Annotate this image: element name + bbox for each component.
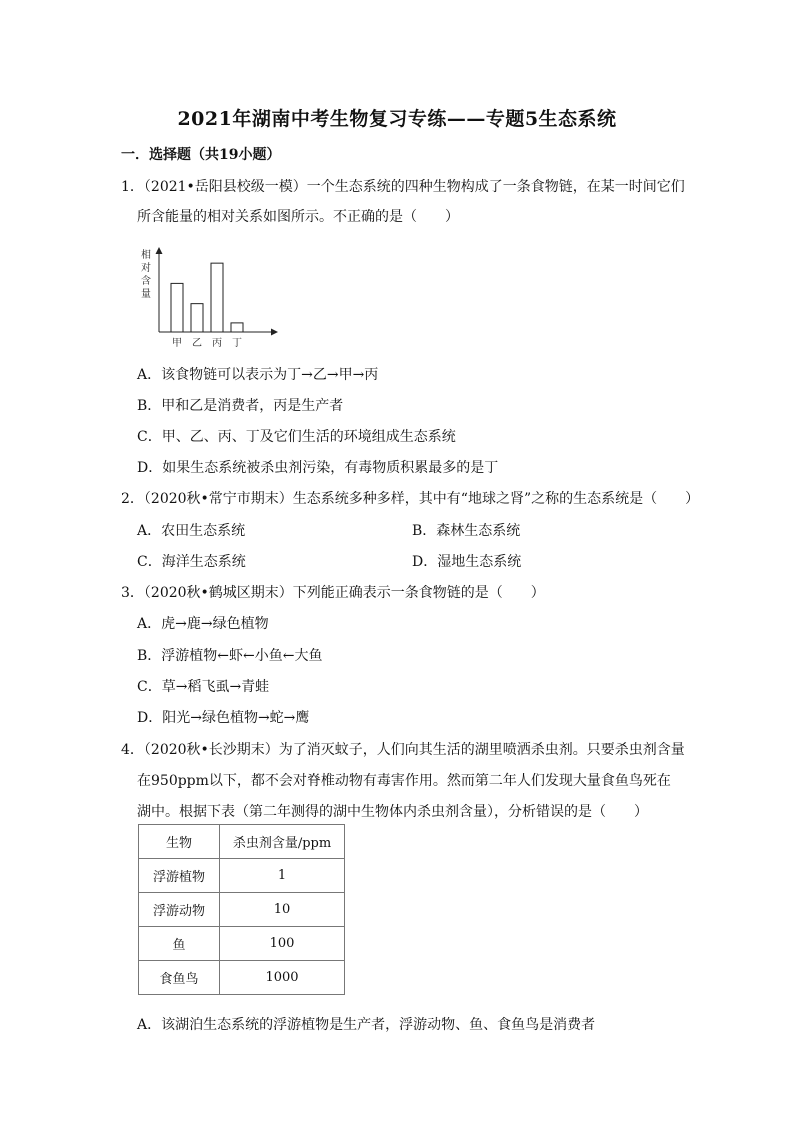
table-header-cell: 杀虫剂含量/ppm — [220, 825, 345, 859]
question-3-option-b[interactable]: B．浮游植物←虾←小鱼←大鱼 — [137, 648, 323, 664]
question-3-option-c[interactable]: C．草→稻飞虱→青蛙 — [137, 679, 270, 695]
table-header-cell: 生物 — [139, 825, 220, 859]
bar-丙 — [211, 263, 223, 332]
question-3-stem: 3．（2020秋•鹤城区期末）下列能正确表示一条食物链的是（ ） — [121, 585, 545, 601]
question-2-option-c[interactable]: C．海洋生态系统 — [137, 554, 246, 570]
question-1-option-a[interactable]: A．该食物链可以表示为丁→乙→甲→丙 — [137, 367, 379, 383]
x-tick-labels — [172, 337, 242, 349]
document-title: 2021年湖南中考生物复习专练——专题5生态系统 — [177, 108, 617, 130]
table-row — [139, 961, 345, 995]
table-cell: 鱼 — [139, 927, 220, 961]
y-label-char: 相 — [141, 250, 151, 261]
energy-bar-chart — [138, 243, 282, 349]
question-2-stem: 2．（2020秋•常宁市期末）生态系统多种多样，其中有“地球之肾”之称的生态系统是（ ） — [121, 491, 700, 507]
table-cell: 食鱼鸟 — [139, 961, 220, 995]
y-label-char: 量 — [141, 289, 151, 300]
question-3-option-d[interactable]: D．阳光→绿色植物→蛇→鹰 — [137, 710, 310, 726]
chart-svg — [138, 243, 282, 349]
question-1-stem-line-1: 1．（2021•岳阳县校级一模）一个生态系统的四种生物构成了一条食物链，在某一时间它们 — [121, 179, 685, 195]
bar-乙 — [191, 304, 203, 332]
question-1-option-d[interactable]: D．如果生态系统被杀虫剂污染，有毒物质积累最多的是丁 — [137, 460, 499, 476]
bar-甲 — [171, 283, 183, 332]
table-cell: 浮游动物 — [139, 893, 220, 927]
y-label-char: 对 — [141, 263, 151, 274]
table-row — [139, 893, 345, 927]
table-cell: 1 — [220, 859, 345, 893]
table-row — [139, 859, 345, 893]
y-label-char: 含 — [141, 276, 151, 287]
question-4-stem-line-3: 湖中。根据下表（第二年测得的湖中生物体内杀虫剂含量），分析错误的是（ ） — [137, 804, 648, 820]
question-2-option-a[interactable]: A．农田生态系统 — [137, 523, 246, 539]
table-cell: 1000 — [220, 961, 345, 995]
y-axis-label — [141, 248, 151, 300]
table-cell: 10 — [220, 893, 345, 927]
question-3-option-a[interactable]: A．虎→鹿→绿色植物 — [137, 616, 269, 632]
table-cell: 浮游植物 — [139, 859, 220, 893]
question-4-stem-line-1: 4．（2020秋•长沙期末）为了消灭蚊子，人们向其生活的湖里喷洒杀虫剂。只要杀虫剂含量 — [121, 742, 685, 758]
question-2-option-d[interactable]: D．湿地生态系统 — [412, 554, 522, 570]
question-1-option-c[interactable]: C．甲、乙、丙、丁及它们生活的环境组成生态系统 — [137, 429, 456, 445]
table-cell: 100 — [220, 927, 345, 961]
x-tick-label: 乙 — [192, 338, 202, 349]
table-row — [139, 927, 345, 961]
bars — [171, 263, 243, 332]
bar-丁 — [231, 323, 243, 332]
x-tick-label: 甲 — [172, 338, 182, 349]
question-1-stem-line-2: 所含能量的相对关系如图所示。不正确的是（ ） — [137, 209, 459, 225]
question-4-option-a[interactable]: A．该湖泊生态系统的浮游植物是生产者，浮游动物、鱼、食鱼鸟是消费者 — [137, 1017, 596, 1033]
question-4-stem-line-2: 在950ppm以下，都不会对脊椎动物有毒害作用。然而第二年人们发现大量食鱼鸟死在 — [137, 773, 671, 789]
x-tick-label: 丙 — [212, 338, 222, 349]
question-2-option-b[interactable]: B．森林生态系统 — [412, 523, 521, 539]
section-heading: 一．选择题（共19小题） — [121, 147, 281, 163]
pesticide-table — [138, 824, 345, 995]
table-header-row — [139, 825, 345, 859]
x-tick-label: 丁 — [232, 338, 242, 349]
question-1-option-b[interactable]: B．甲和乙是消费者，丙是生产者 — [137, 398, 344, 414]
